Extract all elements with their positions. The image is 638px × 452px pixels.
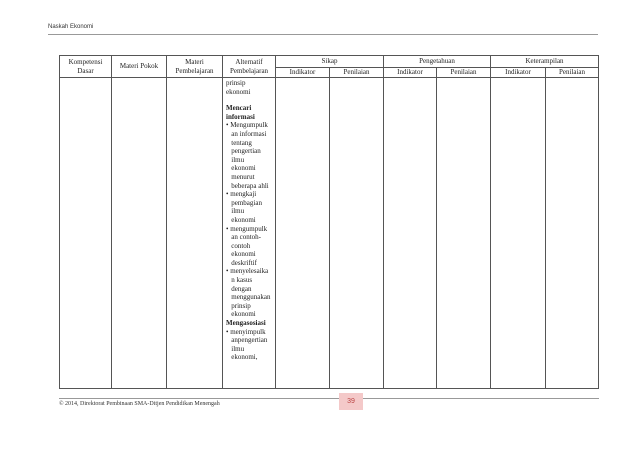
header-sikap-indikator: Indikator xyxy=(276,68,330,78)
alternatif-line: ekonomi xyxy=(226,215,256,224)
alternatif-line: contoh xyxy=(226,241,251,250)
alternatif-line: ekonomi, xyxy=(226,353,258,362)
cell-alternatif-pembelajaran xyxy=(223,78,276,389)
alternatif-line: dengan xyxy=(226,284,252,293)
alternatif-line xyxy=(226,96,273,104)
header-divider xyxy=(48,34,598,35)
alternatif-line: ilmu xyxy=(226,155,245,164)
alternatif-content xyxy=(223,78,275,362)
header-sikap: Sikap xyxy=(276,56,384,68)
page-number-badge: 39 xyxy=(339,393,363,410)
alternatif-line: Mengasosiasi xyxy=(226,319,266,328)
header-pengetahuan: Pengetahuan xyxy=(384,56,491,68)
alternatif-line: ekonomi xyxy=(226,87,251,96)
alternatif-line: anpengertian xyxy=(226,336,268,345)
header-kompetensi-dasar: Kompetensi Dasar xyxy=(60,56,112,78)
alternatif-line: prinsip xyxy=(226,301,251,310)
header-alternatif-pembelajaran: Alternatif Pembelajaran xyxy=(223,56,276,78)
alternatif-line: • mengkaji xyxy=(226,190,257,199)
alternatif-line: • Mengumpulk xyxy=(226,121,268,130)
lesson-plan-table xyxy=(59,55,599,389)
header-materi-pokok: Materi Pokok xyxy=(112,56,167,78)
alternatif-line: informasi xyxy=(226,112,255,121)
alternatif-line: • mengumpulk xyxy=(226,224,268,233)
header-keterampilan: Keterampilan xyxy=(491,56,599,68)
footer-copyright: © 2014, Direktorat Pembinaan SMA-Ditjen Pendidikan Menengah xyxy=(59,401,220,407)
cell-keterampilan-penilaian xyxy=(546,78,599,389)
cell-kompetensi-dasar xyxy=(60,78,112,389)
alternatif-line: menggunakan xyxy=(226,293,271,302)
header-keterampilan-indikator: Indikator xyxy=(491,68,546,78)
cell-sikap-penilaian xyxy=(330,78,384,389)
alternatif-line: n kasus xyxy=(226,276,253,285)
header-sikap-penilaian: Penilaian xyxy=(330,68,384,78)
header-materi-pembelajaran: Materi Pembelajaran xyxy=(167,56,223,78)
header-pengetahuan-indikator: Indikator xyxy=(384,68,437,78)
cell-materi-pembelajaran xyxy=(167,78,223,389)
alternatif-line: deskriftif xyxy=(226,258,257,267)
alternatif-line: menurut xyxy=(226,172,255,181)
alternatif-line: prinsip xyxy=(226,79,246,87)
alternatif-line: tentang xyxy=(226,138,252,147)
alternatif-line: an contoh- xyxy=(226,233,261,242)
alternatif-line: ekonomi xyxy=(226,164,256,173)
cell-keterampilan-indikator xyxy=(491,78,546,389)
alternatif-line: • menyelesaika xyxy=(226,267,269,276)
cell-pengetahuan-indikator xyxy=(384,78,437,389)
alternatif-line: ilmu xyxy=(226,207,245,216)
alternatif-line: pengertian xyxy=(226,147,261,156)
cell-sikap-indikator xyxy=(276,78,330,389)
alternatif-line: Mencari xyxy=(226,104,252,113)
cell-pengetahuan-penilaian xyxy=(437,78,491,389)
alternatif-line: ekonomi xyxy=(226,250,256,259)
header-pengetahuan-penilaian: Penilaian xyxy=(437,68,491,78)
alternatif-line: pembagian xyxy=(226,198,262,207)
alternatif-line: ilmu xyxy=(226,344,245,353)
document-header-title: Naskah Ekonomi xyxy=(48,24,94,30)
alternatif-line: an informasi xyxy=(226,129,267,138)
footer-divider xyxy=(59,398,599,399)
alternatif-line: • menyimpulk xyxy=(226,327,266,336)
cell-materi-pokok xyxy=(112,78,167,389)
alternatif-line: ekonomi xyxy=(226,310,256,319)
alternatif-line: beberapa ahli xyxy=(226,181,269,190)
header-keterampilan-penilaian: Penilaian xyxy=(546,68,599,78)
